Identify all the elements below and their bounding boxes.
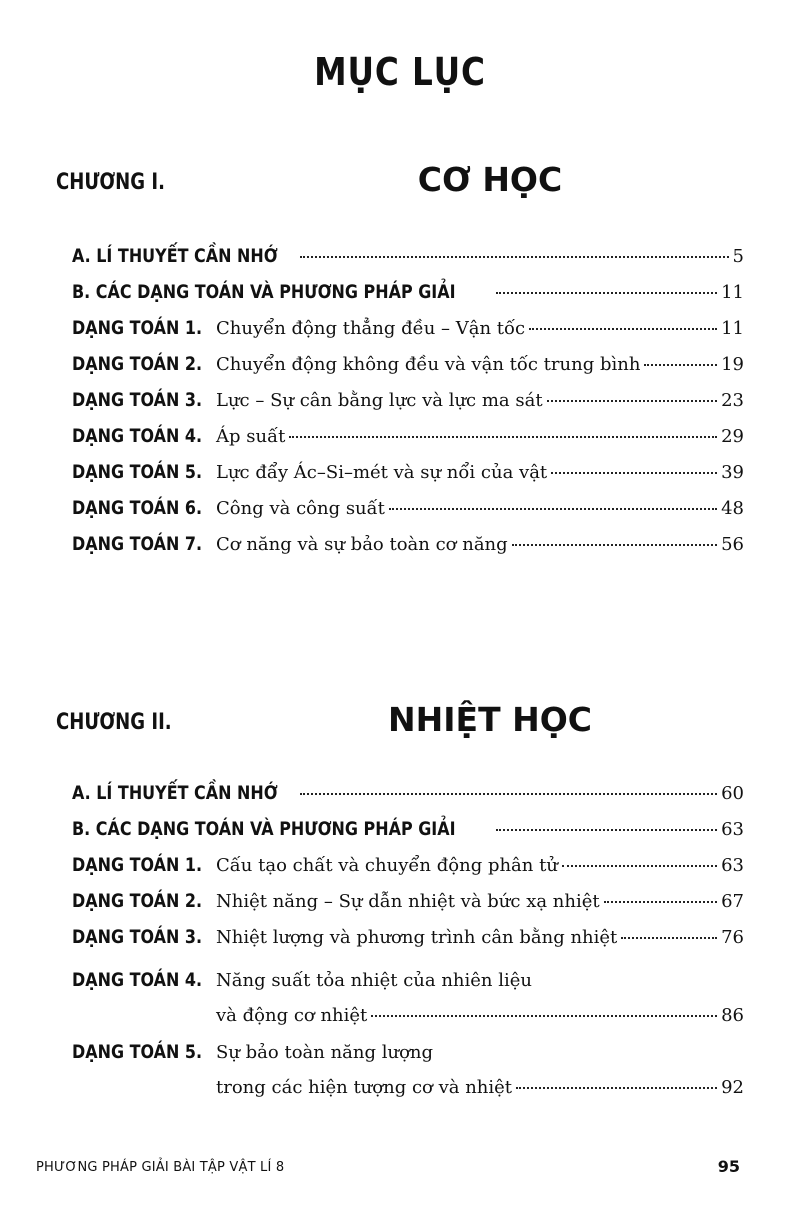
- toc-entry-label: DẠNG TOÁN 3.: [72, 389, 203, 411]
- toc-entry-page: 19: [721, 354, 744, 375]
- toc-entry-page: 63: [721, 819, 744, 840]
- toc-entry[interactable]: [72, 497, 744, 533]
- toc-entry-label: DẠNG TOÁN 1.: [72, 317, 203, 339]
- toc-entry[interactable]: [72, 962, 744, 1034]
- toc-entry-label: DẠNG TOÁN 4.: [72, 425, 203, 447]
- toc-entry-page: 76: [721, 927, 744, 948]
- toc-entry[interactable]: [72, 245, 744, 281]
- toc-entry-label: DẠNG TOÁN 2.: [72, 353, 203, 375]
- toc-entry[interactable]: [72, 854, 744, 890]
- toc-entry-page: 67: [721, 891, 744, 912]
- toc-entry[interactable]: [72, 1034, 744, 1106]
- dot-leader: [621, 937, 717, 939]
- toc-entry-page: 63: [721, 855, 744, 876]
- toc-entry[interactable]: [72, 317, 744, 353]
- toc-entry[interactable]: [72, 425, 744, 461]
- toc-entry-text: Chuyển động thẳng đều – Vận tốc: [216, 318, 526, 339]
- dot-leader: [496, 829, 717, 831]
- footer-book-title: PHƯƠNG PHÁP GIẢI BÀI TẬP VẬT LÍ 8: [36, 1160, 285, 1175]
- footer-page-number: 95: [717, 1157, 740, 1176]
- toc-entry-label: DẠNG TOÁN 2.: [72, 890, 203, 912]
- toc-entry-text: Nhiệt năng – Sự dẫn nhiệt và bức xạ nhiệt: [216, 891, 600, 912]
- toc-entry-label: A. LÍ THUYẾT CẦN NHỚ: [72, 782, 278, 804]
- dot-leader: [496, 292, 717, 294]
- toc-entry-page: 60: [721, 783, 744, 804]
- toc-entry[interactable]: [72, 818, 744, 854]
- toc-entry-page: 39: [721, 462, 744, 483]
- toc-entry-text: Năng suất tỏa nhiệt của nhiên liệu: [216, 970, 533, 991]
- toc-entry-label: B. CÁC DẠNG TOÁN VÀ PHƯƠNG PHÁP GIẢI: [72, 818, 456, 840]
- toc-entry-text: Lực – Sự cân bằng lực và lực ma sát: [216, 390, 543, 411]
- dot-leader: [644, 364, 717, 366]
- toc-entry[interactable]: [72, 533, 744, 569]
- toc-entry-label: DẠNG TOÁN 3.: [72, 926, 203, 948]
- toc-entry-text: Lực đẩy Ác–Si–mét và sự nổi của vật: [216, 462, 548, 483]
- chapter-1-label: CHƯƠNG I.: [56, 170, 165, 195]
- toc-entry-page: 48: [721, 498, 744, 519]
- toc-entry[interactable]: [72, 353, 744, 389]
- dot-leader: [300, 256, 729, 258]
- chapter-2-title: NHIỆT HỌC: [388, 700, 592, 739]
- toc-entry-label: DẠNG TOÁN 4.: [72, 969, 203, 991]
- toc-entry-text-continued: trong các hiện tượng cơ và nhiệt: [216, 1077, 513, 1098]
- dot-leader: [300, 793, 717, 795]
- dot-leader: [562, 865, 717, 867]
- page-title: MỤC LỤC: [314, 50, 486, 94]
- toc-entry-label: DẠNG TOÁN 6.: [72, 497, 203, 519]
- dot-leader: [289, 436, 717, 438]
- dot-leader: [529, 328, 717, 330]
- dot-leader: [604, 901, 717, 903]
- toc-entry-label: A. LÍ THUYẾT CẦN NHỚ: [72, 245, 278, 267]
- toc-entry-label: B. CÁC DẠNG TOÁN VÀ PHƯƠNG PHÁP GIẢI: [72, 281, 456, 303]
- toc-entry-page: 29: [721, 426, 744, 447]
- toc-entry-text: Chuyển động không đều và vận tốc trung bình: [216, 354, 641, 375]
- toc-entry-page: 11: [721, 318, 744, 339]
- dot-leader: [389, 508, 717, 510]
- dot-leader: [371, 1015, 717, 1017]
- chapter-1-title: CƠ HỌC: [417, 160, 563, 199]
- toc-entry-text: Cấu tạo chất và chuyển động phân tử: [216, 855, 558, 876]
- chapter-2-label: CHƯƠNG II.: [56, 710, 172, 735]
- toc-entry-page: 92: [721, 1077, 744, 1098]
- toc-entry[interactable]: [72, 461, 744, 497]
- toc-entry-page: 86: [721, 1005, 744, 1026]
- toc-entry[interactable]: [72, 890, 744, 926]
- toc-entry-page: 23: [721, 390, 744, 411]
- toc-entry-text: Cơ năng và sự bảo toàn cơ năng: [216, 534, 508, 555]
- toc-entry-page: 5: [732, 246, 744, 267]
- chapter-1-header: [0, 160, 800, 208]
- toc-entry[interactable]: [72, 782, 744, 818]
- toc-entry[interactable]: [72, 926, 744, 962]
- toc-entry[interactable]: [72, 389, 744, 425]
- dot-leader: [547, 400, 718, 402]
- toc-entry-page: 56: [721, 534, 744, 555]
- toc-entry-label: DẠNG TOÁN 5.: [72, 1041, 203, 1063]
- toc-entry-label: DẠNG TOÁN 1.: [72, 854, 203, 876]
- toc-entry[interactable]: [72, 281, 744, 317]
- toc-entry-label: DẠNG TOÁN 7.: [72, 533, 203, 555]
- chapter-1-toc: [72, 245, 744, 569]
- dot-leader: [516, 1087, 717, 1089]
- toc-entry-text: Sự bảo toàn năng lượng: [216, 1042, 434, 1063]
- toc-entry-page: 11: [721, 282, 744, 303]
- toc-entry-text: Nhiệt lượng và phương trình cân bằng nhiệt: [216, 927, 618, 948]
- dot-leader: [512, 544, 717, 546]
- dot-leader: [551, 472, 717, 474]
- toc-entry-label: DẠNG TOÁN 5.: [72, 461, 203, 483]
- chapter-2-toc: [72, 782, 744, 1106]
- toc-entry-text: Công và công suất: [216, 498, 385, 519]
- toc-entry-text: Áp suất: [216, 426, 286, 447]
- chapter-2-header: [0, 700, 800, 748]
- toc-entry-text-continued: và động cơ nhiệt: [216, 1005, 368, 1026]
